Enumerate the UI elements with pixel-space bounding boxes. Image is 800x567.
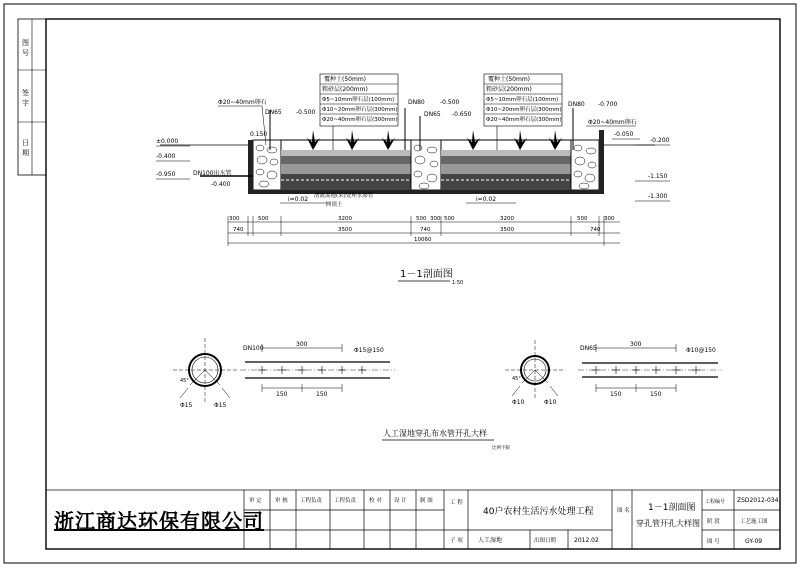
sub-item: 人工湿地 (478, 537, 503, 544)
dimension-label: 3200 (500, 216, 514, 222)
pipe-label: DN80 (568, 101, 585, 108)
dimension-label: 500 (444, 216, 455, 222)
title-block-header: 校 对 (369, 498, 382, 504)
gravel-label: Φ20~40mm卵石 (588, 119, 637, 126)
dimension-label: 3200 (338, 216, 352, 222)
layer-label: 粗砂层(200mm) (322, 86, 368, 93)
level-label: 0.150 (250, 131, 268, 138)
section-scale: 1:50 (452, 280, 464, 286)
title-block-label: 工 程 (450, 500, 463, 506)
dimension-label: 3500 (500, 227, 514, 233)
pipe-detail-scale: 比例不限 (492, 446, 510, 451)
gravel-label: Φ20~40mm卵石 (218, 99, 267, 106)
pipe-detail-note: Φ15 (214, 402, 227, 409)
slope-label: i=0.02 (476, 196, 497, 203)
project-name: 40户农村生活污水处理工程 (483, 507, 594, 517)
dimension-label: 10060 (414, 237, 432, 243)
side-strip-text: 图 (22, 39, 29, 47)
dimension-label: 300 (229, 216, 240, 222)
side-strip-text: 号 (22, 49, 29, 57)
layer-label: Φ5~10mm卵石层(100mm) (486, 97, 559, 103)
side-strip-text: 签 (22, 89, 29, 97)
level-label: -0.700 (598, 101, 618, 108)
dimension-label: 740 (233, 227, 244, 233)
drawing-stage: 工艺施工图 (740, 519, 768, 525)
title-block-label: 子 项 (450, 538, 463, 544)
layer-label: Φ20~40mm卵石层(300mm) (322, 117, 398, 123)
pipe-detail-dimension: 300 (630, 341, 642, 348)
title-block-label: 出图日期 (534, 538, 557, 544)
layer-label: Φ10~20mm卵石层(300mm) (322, 107, 398, 113)
layer-label: 覆种土(50mm) (488, 76, 531, 83)
dimension-label: 500 (258, 216, 269, 222)
level-label: -0.400 (211, 181, 231, 188)
title-block-label: 工程编号 (705, 499, 726, 505)
title-block-header: 设 计 (394, 498, 407, 504)
company-name: 浙江商达环保有限公司 (54, 509, 264, 533)
title-block-label: 图 号 (707, 539, 720, 545)
layer-label: 粗砂层(200mm) (486, 86, 532, 93)
title-block-label: 图 名 (617, 508, 630, 514)
slope-label: i=0.02 (288, 196, 309, 203)
pipe-detail-label: DN100 (243, 345, 264, 352)
project-number: ZSD2012-034 (737, 497, 779, 504)
drawing-name: 1－1剖面图 (648, 503, 696, 513)
level-label: -0.500 (296, 109, 316, 116)
pipe-detail-title: 人工湿地穿孔布水管开孔大样 (383, 429, 487, 438)
pipe-detail-label: DN65 (580, 345, 597, 352)
dimension-label: 3500 (338, 227, 352, 233)
title-block-label: 阶 段 (707, 519, 720, 525)
right-gravel-zone (571, 140, 599, 190)
level-label: -0.950 (156, 171, 176, 178)
dimension-label: 300 (604, 216, 615, 222)
level-label: -0.650 (452, 111, 472, 118)
pipe-detail-note: Φ10 (512, 399, 525, 406)
pipe-detail-dimension: 300 (296, 341, 308, 348)
dimension-label: 300 (430, 216, 441, 222)
center-gravel-zone (411, 140, 441, 190)
title-block-header: 工程负责 (300, 498, 323, 504)
side-strip-text: 字 (22, 99, 29, 107)
pipe-detail-note: Φ15@150 (354, 347, 384, 354)
title-block-header: 审 定 (249, 498, 262, 504)
base-slab (248, 190, 604, 194)
right-wall (599, 130, 604, 192)
level-label: -1.150 (648, 173, 668, 180)
side-strip-text: 期 (22, 149, 29, 157)
layer-label: Φ5~10mm卵石层(100mm) (322, 97, 395, 103)
pipe-detail-note: Φ15 (180, 402, 193, 409)
section-note: 回填土 (326, 202, 343, 208)
pipe-detail-note: Φ10 (544, 399, 557, 406)
outer-border (4, 4, 796, 563)
level-label: -0.500 (440, 99, 460, 106)
pipe-label: DN65 (265, 109, 282, 116)
left-wall (248, 140, 253, 192)
pipe-detail-angle: 45° (512, 376, 521, 382)
pipe-detail-dimension: 150 (316, 391, 328, 398)
dimension-label: 740 (420, 227, 431, 233)
level-label: -0.200 (650, 137, 670, 144)
title-block-header: 工程负责 (334, 498, 357, 504)
pipe-label: DN65 (424, 111, 441, 118)
level-label: -0.050 (614, 131, 634, 138)
pipe-detail-dimension: 150 (650, 391, 662, 398)
layer-label: Φ20~40mm卵石层(300mm) (486, 117, 562, 123)
sheet-number: GY-09 (745, 538, 763, 545)
pipe-label: DN80 (408, 99, 425, 106)
section-note: 潜流湿地(采)处理水渗管 (314, 193, 374, 199)
pipe-detail-angle: 45° (180, 378, 189, 384)
pipe-detail-note: Φ10@150 (686, 347, 716, 354)
layer-label: Φ10~20mm卵石层(300mm) (486, 107, 562, 113)
level-label: -0.400 (156, 153, 176, 160)
dimension-label: 500 (416, 216, 427, 222)
pipe-detail-dimension: 150 (276, 391, 288, 398)
dimension-label: 500 (577, 216, 588, 222)
pipe-detail-dimension: 150 (610, 391, 622, 398)
side-strip (18, 19, 46, 175)
section-drawing (156, 74, 670, 286)
level-label: ±0.000 (156, 138, 179, 145)
left-gravel-zone (253, 140, 281, 190)
section-title: 1－1剖面图 (400, 269, 453, 280)
title-block-header: 制 图 (420, 498, 433, 504)
drawing-date: 2012.02 (574, 537, 599, 544)
side-strip-text: 日 (22, 139, 29, 147)
title-block-header: 审 核 (275, 498, 288, 504)
pipe-label: DN100出水管 (193, 170, 232, 177)
layer-label: 覆种土(50mm) (324, 76, 367, 83)
dimension-label: 740 (590, 227, 601, 233)
level-label: -1.300 (648, 193, 668, 200)
drawing-name: 穿孔管开孔大样图 (636, 519, 700, 528)
